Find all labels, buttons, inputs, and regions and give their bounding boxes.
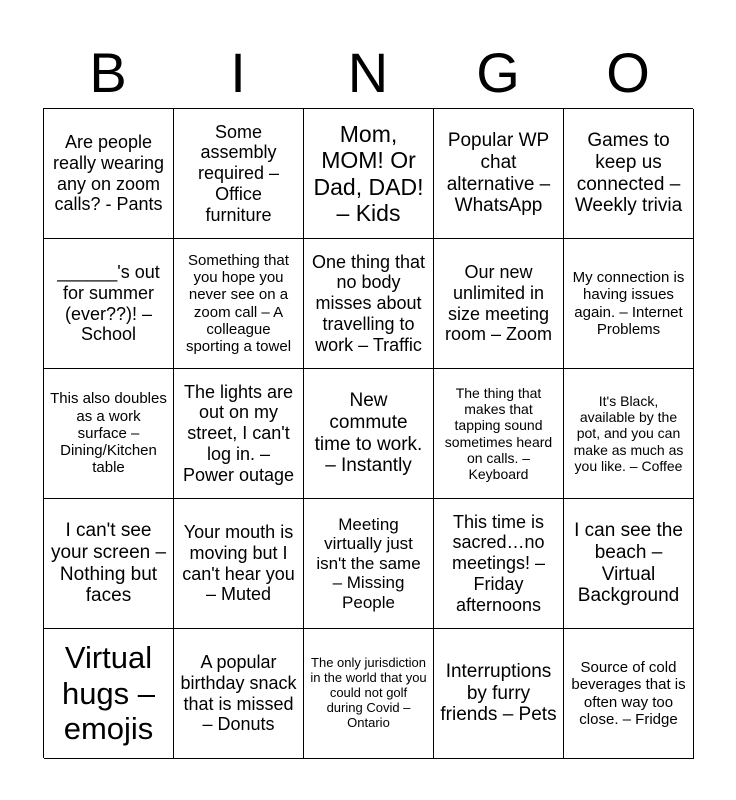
bingo-cell [564,629,694,759]
bingo-cell [174,369,304,499]
bingo-cell [564,499,694,629]
bingo-cell [564,109,694,239]
bingo-cell [304,499,434,629]
bingo-cell-text: Your mouth is moving but I can't hear you – Muted [182,522,295,605]
bingo-cell [44,369,174,499]
bingo-cell-text: Mom, MOM! Or Dad, DAD! – Kids [313,120,424,226]
header-letter-i: I [230,41,246,104]
header-letter-g: G [476,41,520,104]
bingo-cell-text: Meeting virtually just isn't the same – Missing People [316,514,421,612]
bingo-cell [304,239,434,369]
bingo-cell [304,109,434,239]
bingo-cell [434,629,564,759]
bingo-cell-text: Something that you hope you never see on a zoom call – A colleague sporting a towel [185,251,292,355]
bingo-cell [44,109,174,239]
bingo-cell-text: Games to keep us connected – Weekly trivia [574,129,683,217]
bingo-cell-text: My connection is having issues again. – Internet Problems [572,269,685,338]
bingo-cell-text: The thing that makes that tapping sound sometimes heard on calls. – Keyboard [444,385,553,482]
bingo-header [43,38,693,108]
bingo-cell [304,369,434,499]
bingo-cell [174,499,304,629]
bingo-cell [44,499,174,629]
bingo-cell-text: I can't see your screen – Nothing but faces [50,519,167,607]
bingo-cell [434,109,564,239]
bingo-card-grid [43,108,693,758]
bingo-cell [434,499,564,629]
bingo-cell-text: ______'s out for summer (ever??)! – School [57,262,160,345]
bingo-cell-text: New commute time to work. – Instantly [314,389,423,477]
bingo-cell [44,239,174,369]
bingo-cell-text: Virtual hugs – emojis [61,640,156,747]
bingo-cell [174,109,304,239]
header-letter-o: O [606,41,650,104]
bingo-cell-text: Interruptions by furry friends – Pets [440,660,557,726]
bingo-cell-text: It's Black, available by the pot, and you can make as much as you like. – Coffee [573,393,684,474]
bingo-cell-text: The lights are out on my street, I can't log in. – Power outage [182,381,295,485]
bingo-cell [304,629,434,759]
header-letter-b: B [89,41,127,104]
bingo-cell-text: This time is sacred…no meetings! – Friday afternoons [451,511,546,615]
bingo-cell-text: I can see the beach – Virtual Background [574,519,683,607]
bingo-cell [434,369,564,499]
bingo-cell [564,239,694,369]
bingo-cell-text: Source of cold beverages that is often way too close. – Fridge [571,659,686,728]
bingo-cell-text: This also doubles as a work surface – Dining/Kitchen table [50,390,167,477]
bingo-cell [174,629,304,759]
bingo-cell-text: Are people really wearing any on zoom calls? - Pants [52,132,165,215]
bingo-cell-text: The only jurisdiction in the world that you could not golf during Covid – Ontario [310,655,427,730]
bingo-cell [564,369,694,499]
bingo-cell-text: Some assembly required – Office furniture [197,121,280,225]
bingo-cell-text: One thing that no body misses about travelling to work – Traffic [311,251,426,355]
bingo-cell-text: Popular WP chat alternative – WhatsApp [446,129,551,217]
bingo-cell-text: Our new unlimited in size meeting room – Zoom [444,262,553,345]
bingo-cell [44,629,174,759]
bingo-cell-text: A popular birthday snack that is missed – Donuts [180,652,297,735]
bingo-cell [434,239,564,369]
bingo-cell [174,239,304,369]
header-letter-n: N [347,41,389,104]
